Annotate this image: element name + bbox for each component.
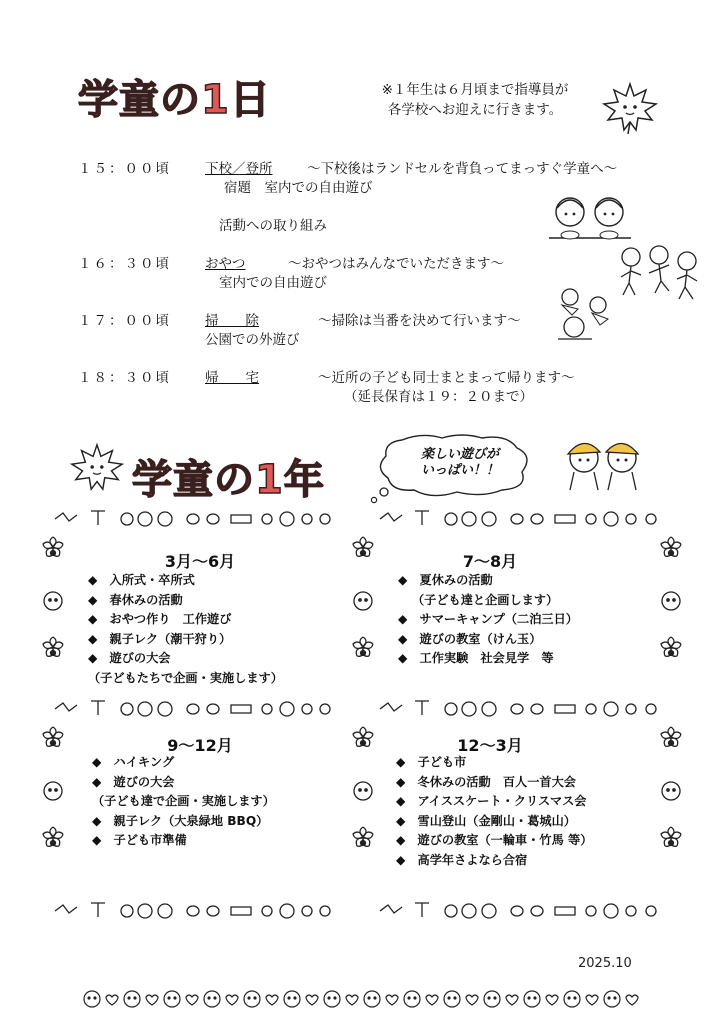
kids-cleaning-illustration (552, 285, 620, 347)
season-list (396, 753, 592, 870)
pickup-note-line2: 各学校へお迎えに行きます。 (387, 102, 563, 118)
maple-leaf-icon (68, 440, 126, 496)
schedule-activity: おやつ (205, 256, 246, 272)
season-list (88, 571, 283, 688)
schedule-row (78, 369, 678, 409)
list-item: ◆ 高学年さよなら合宿 (396, 852, 528, 867)
list-item: ◆ 子ども市 (396, 755, 467, 769)
schedule-sub: 室内での自由遊び (219, 275, 327, 291)
list-item: ◆ アイススケート・クリスマス会 (396, 794, 587, 808)
list-item: ◆ 雪山登山（金剛山・葛城山） (396, 813, 576, 828)
schedule-time: １５：００頃 (78, 161, 171, 177)
maple-leaf-icon (600, 80, 660, 136)
schedule-time: １８：３０頃 (78, 370, 171, 386)
list-item: ◆ 遊びの大会 (88, 651, 171, 665)
list-item: ◆ サマーキャンプ（二泊三日） (398, 612, 578, 626)
toy-row-middle (55, 701, 656, 716)
list-item: ◆ ハイキング (92, 755, 175, 769)
list-item: （子ども達と企画します） (412, 592, 559, 607)
list-item: ◆ 入所式・卒所式 (88, 573, 195, 587)
speech-bubble-line1: 楽しい遊びが (420, 447, 499, 462)
schedule-time: １７：００頃 (78, 313, 171, 329)
schedule-desc: ～近所の子ども同士まとまって帰ります～ (318, 370, 575, 386)
pickup-note (355, 80, 595, 120)
season-title: 7～8月 (462, 552, 518, 571)
list-item: ◆ 親子レク（潮干狩り） (88, 631, 232, 646)
speech-bubble-text (395, 447, 525, 479)
season-title: 3月～6月 (164, 552, 236, 571)
list-item: （子どもたちで企画・実施します） (88, 670, 283, 685)
schedule-sub: 宿題 室内での自由遊び (224, 180, 373, 196)
day-title: 学童の1日 (78, 77, 271, 123)
schedule-desc: ～下校後はランドセルを背負ってまっすぐ学童へ～ (307, 161, 618, 177)
toy-row-bottom (55, 903, 656, 918)
list-item: ◆ 子ども市準備 (92, 833, 187, 847)
schedule-desc: ～おやつはみんなでいただきます～ (288, 256, 504, 272)
schedule-activity: 下校／登所 (205, 161, 273, 177)
schedule-desc: ～掃除は当番を決めて行います～ (318, 313, 521, 329)
schedule-activity: 帰 宅 (205, 370, 259, 386)
list-item: ◆ おやつ作り 工作遊び (88, 612, 232, 626)
list-item: ◆ 春休みの活動 (88, 592, 183, 607)
list-item: ◆ 遊びの教室（けん玉） (398, 631, 542, 646)
schedule-activity: 掃 除 (205, 313, 259, 329)
toy-row-top (55, 511, 656, 526)
kids-with-caps-illustration (560, 432, 650, 494)
season-title: 12～3月 (457, 736, 523, 755)
season-list (398, 571, 578, 669)
speech-bubble-line2: いっぱい！！ (420, 463, 499, 478)
issue-date: 2025.10 (578, 956, 632, 971)
kids-playing-illustration (615, 243, 705, 305)
schedule-sub: 公園での外遊び (205, 332, 300, 348)
list-item: ◆ 夏休みの活動 (398, 573, 493, 587)
list-item: ◆ 遊びの大会 (92, 774, 175, 789)
season-list (92, 753, 275, 851)
year-title: 学童の1年 (132, 457, 325, 503)
list-item: （子ども達で企画・実施します） (92, 794, 275, 808)
faces-hearts-footer (82, 988, 642, 1010)
list-item: ◆ 冬休みの活動 百人一首大会 (396, 774, 576, 789)
pickup-note-line1: ※１年生は６月頃まで指導員が (381, 82, 569, 98)
schedule-time: １６：３０頃 (78, 256, 171, 272)
schedule-sub: （延長保育は１９：２０まで） (344, 389, 533, 405)
schedule-sub: 活動への取り組み (219, 218, 327, 234)
season-title: 9～12月 (167, 736, 233, 755)
list-item: ◆ 遊びの教室（一輪車・竹馬 等） (396, 833, 593, 847)
list-item: ◆ 工作実験 社会見学 等 (398, 651, 554, 665)
list-item: ◆ 親子レク（大泉緑地 BBQ） (92, 813, 269, 828)
